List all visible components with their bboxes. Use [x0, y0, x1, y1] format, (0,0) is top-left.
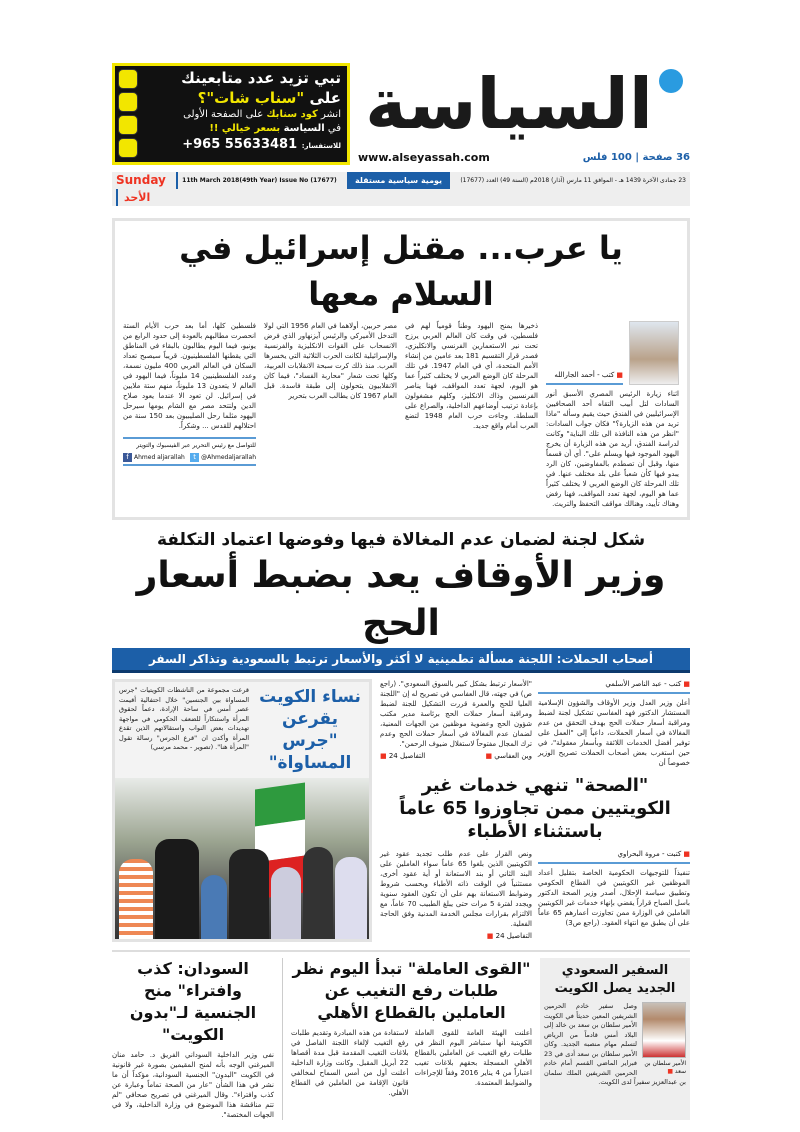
photo-title[interactable]: نساء الكويت يقرعن "جرس المساواة": [259, 687, 361, 773]
facebook-icon: f: [123, 453, 132, 462]
labor-story: [282, 958, 532, 1120]
twitter-link[interactable]: t @Ahmedaljarallah: [190, 453, 256, 462]
editorial-col-4: فلسطين كلها، أما بعد حرب الأيام الستة انحصرت مطالبهم بالعودة إلى حدود الرابع من يونيو، فيما اليوم يطالبون بالبقاء في المناطق التي يقطنها الفلسطينيون. قريباً سيصبح تعداد السكان في العالم العربي 400 مليون نسمة، وعدد الفلسطينيين 14 مليوناً، فيما اليهود في العالم لا يتعدون 13 مليوناً، منهم ستة ملايين في إسرائيل. لن تعود الا عندما يعود صلاح الدين ولتتحد مصر مع الشام يومها سيرحل اليهود مثلما رحل الصليبيون بعد 150 سنة من احتلالهم للقدس ... وشكراً.: [123, 322, 257, 430]
editorial-col-3: مصر حربين، أولاهما في العام 1956 التي لولا التدخل الأميركي والرئيس آيزنهاور الذي فرض الانسحاب على القوات الانكليزية والفرنسية والإسرائيلية لكانت الحرب الثلاثية التي يخسرها العرب. منذ ذلك كرت سبحة الانقلابات العربية، وكلها تحت شعار "محاربة الفساد"، فيما كان الانقلابيون يتحولون إلى طبقة فاسدة. قبل العام 1967 كان يطالب العرب بتحرير: [264, 322, 398, 400]
ad-line-3: انشر كود سنابك على الصفحة الأولى: [183, 109, 341, 120]
labor-col-1: أعلنت الهيئة العامة للقوى العاملة الكويتية أنها ستباشر اليوم النظر في طلبات رفع التغيب عن العاملين بالقطاع الأهلي المسجلة بحقهم بلاغات تغيب اعتباراً من 4 يناير 2016 وفقاً للإجراءات والضوابط المعتمدة.: [414, 1029, 532, 1087]
sudan-story: [112, 958, 274, 1120]
health-byline: ■ كتبت - مروة البحراوي: [538, 849, 690, 864]
snapchat-icon: [118, 69, 138, 89]
ad-line-2: على "سناب شات"؟: [197, 89, 341, 107]
twitter-icon: t: [190, 453, 199, 462]
hajj-col-1: أعلن وزير العدل وزير الأوقاف والشؤون الإسلامية المستشار الدكتور فهد العفاسي تشكيل لجنة لضبط ومراقبة أسعار حملات الحج بهدف التحقق من عدم المغالاة في أسعار الحملات، داعياً إلى "العمل على توفير أفضل الخدمات اللائقة وبأسعار معقولة"، في حين استغرب بعض أصحاب الحملات تصريح الوزير خصوصاً أن: [538, 699, 690, 767]
ambassador-photo: [642, 1002, 686, 1058]
day-en: Sunday: [116, 173, 166, 187]
logo-block: [358, 63, 690, 165]
masthead: [112, 63, 690, 165]
social-label: للتواصل مع رئيس التحرير عبر الفيسبوك والتويتر: [136, 442, 256, 449]
facebook-link[interactable]: f Ahmed aljarallah: [123, 453, 185, 462]
ambassador-caption: الأمير سلطان بن سعد ■: [642, 1060, 686, 1076]
ambassador-headline[interactable]: السفير السعودي الجديد يصل الكويت: [554, 963, 676, 996]
hajj-headline[interactable]: وزير الأوقاف يعد بضبط أسعار الحج: [136, 555, 666, 644]
editorial-col-2: ذخيرها بمنح اليهود وطناً قومياً لهم في فلسطين، في وقت كان العالم العربي يرزح تحت نير الاستعمارين الفرنسي والانكليزي، فصدر قرار التقسيم 181 بعد عامين من إنشاء الأمم المتحدة، أي في العام 1947. في تلك المرحلة كان الوضع العربي لا يختلف كثيراً عما هو اليوم، لجهة تعدد المواقف، فهنا يناصر الفرنسيين وذاك الانكليز، وكلهم مشغولون بإعادة ترتيب أوضاعهم الداخلية، والصراع على السلطة. وجاءت حرب العام 1948 لتضع العرب أمام واقع جديد.: [405, 322, 538, 430]
bottom-section: [112, 950, 690, 1120]
sudan-col-1: نفى وزير الداخلية السوداني الفريق د. حامد منان الميرغني الوجه بأنه لمنح المقيمين بصورة غير قانونية في الكويت "البدون" الجنسية السودانية، مؤكداً أن ما نشر في هذا الشأن "عار من الصحة تماماً وعبارة عن كذب وافتراء". وقال الميرغني في تصريح صحافي "لم تتم مناقشة هذا الموضوع في وزارة الداخلية، ولا في الجهات المختصة".: [112, 1051, 274, 1119]
photo-caption: قرعت مجموعة من الناشطات الكويتيات "جرس المساواة بين الجنسين" خلال احتفالية أقيمت عصر أمس في ساحة الإرادة، دعماً لحقوق المرأة واستنكاراً للضعف الحكومي في مواجهة تهديدات بعض النواب واستقالاتهم الذين تقدع المرأة وأكدن ان "قرع الجرس" رسالة تقول "المرأة هنا". (تصوير - محمد مرسي): [119, 686, 249, 751]
date-bar: [112, 172, 690, 206]
ambassador-box: [540, 958, 690, 1120]
ad-phone: للاستفسار: +965 55633481: [182, 137, 341, 152]
ambassador-body: وصل سفير خادم الحرمين الشريفين المعين حديثاً في الكويت الأمير سلطان بن سعد بن خالد إلى البلاد أمس قادماً من الرياض لتسلم مهام منصبه الجديد. وكان الأمير سلطان بن سعد أدى في 23 فبراير الماضي القسم أمام خادم الحرمين الشريفين الملك سلمان بن عبدالعزيز سفيراً لدى الكويت.: [544, 1002, 686, 1086]
ad-line-4: في السياسة بسعر خيالي !!: [209, 123, 341, 134]
women-equality-photo: [115, 778, 369, 939]
author-photo: [629, 321, 679, 385]
logo-bird-icon: [659, 69, 683, 93]
hajj-byline: ■ كتب - عبد الناصر الأسلمي: [538, 679, 690, 694]
snapchat-advertisement[interactable]: [112, 63, 350, 165]
ad-line-1: تبي تزيد عدد متابعينك: [181, 69, 341, 87]
hajj-banner: أصحاب الحملات: اللجنة مسألة تطمينية لا أكثر والأسعار ترتبط بالسعودية وتذاكر السفر: [112, 648, 690, 673]
snapchat-icon: [118, 138, 138, 158]
middle-section: [112, 679, 690, 942]
page-count-price: 36 صفحة | 100 فلس: [582, 151, 690, 163]
sudan-headline[interactable]: السودان: كذب وافتراء" منح الجنسية لـ"بدون الكويت": [129, 959, 257, 1044]
tagline: يومية سياسية مستقلة: [347, 172, 450, 189]
ad-text: [143, 66, 347, 162]
newspaper-logo: السياسة: [365, 63, 653, 145]
health-details-link[interactable]: التفاصيل 24 ■: [380, 931, 532, 942]
social-contact: [123, 437, 256, 466]
labor-headline[interactable]: "القوى العاملة" تبدأ اليوم نظر طلبات رفع التغيب عن العاملين بالقطاع الأهلي: [292, 959, 531, 1022]
health-col-2: ونص القرار على عدم طلب تجديد عقود غير الكويتيين الذين بلغوا 65 عاماً سواء العاملين على البند الثاني أو بند الاستعانة أو أية عقود أخرى، مستثنياً في الوقت ذاته الأطباء وبحسب شروط وضوابط الاستعانة بهم على أن تكون العقود سنوية ويجدد لفترة 5 مرات حتى يبلغ الطبيب 70 عاماً، مع الالتزام بقرارات مجلس الخدمة المدنية وفق الحاجة الفعلية.: [380, 850, 532, 928]
front-page: [112, 63, 690, 1120]
editorial-box: [112, 218, 690, 520]
day-ar: الأحد: [116, 189, 150, 206]
snapchat-icon: [118, 92, 138, 112]
hajj-details-link[interactable]: التفاصيل 24 ■: [380, 751, 425, 762]
snapchat-icon: [118, 115, 138, 135]
date-en: 11th March 2018(49th Year) Issue No (17677): [176, 172, 337, 189]
editorial-col-1: اثناء زيارة الرئيس المصري الأسبق أنور السادات لتل أبيب التقاه أحد الصحافيين الإسرائيليين في الفندق حيث يقيم وسأله "ماذا تريد من هذه الزيارة؟" فكان جواب السادات: "انظر من هذه النافذة الى تلك البناية" وكانت لدراسة الفندق، أريد من هذه الزيارة أن يخرج اليهود الموجود فيها ويسلم على". أي أن قسماً منها، وقبل أن تصطدم بالمفاوضين، كان الرد يبدو فيها كأن شعباً على بلد مختلف عنها. في تلك المرحلة كان الوضع العربي لا يختلف كثيراً عما هو اليوم، لجهة تعدد المواقف، فهنا رفض وهناك تأييد، وهنالك مواقف التحفظ والتريث.: [546, 390, 679, 508]
health-headline[interactable]: "الصحة" تنهي خدمات غير الكويتيين ممن تجاوزوا 65 عاماً باستثناء الأطباء: [399, 775, 671, 842]
editorial-byline: ■ كتب - أحمد الجارالله: [546, 370, 623, 385]
hajj-col-2: "الأسعار ترتبط بشكل كبير بالسوق السعودي". (راجع ص) في جهته، قال العفاسي في تصريح له إن "اللجنة العليا للحج والعمرة قررت التشكيل للجنة لضبط ومراقبة أسعار حملات الحج برئاسة مدير مكتب شؤون الحج وعضوية موظفين من الجهات المعنية، لضمان عدم المغالاة في أسعار حملات الحج وعدم ترك المجال مفتوحاً لاستغلال ضيوف الرحمن".: [380, 680, 532, 748]
snapchat-icon-strip: [115, 66, 143, 162]
labor-col-2: لاستفادة من هذه المبادرة وتقديم طلبات رفع التغيب لإلغاء اللجنة الفاصل في بلاغات التغيب المقدمة قبل مدة أقصاها 22 أبريل المقبل. وكانت وزارة الداخلية أعلنت أول من أمس السماح لمخالفي قانون الإقامة من العاملين في القطاع الأهلي.: [291, 1029, 409, 1097]
women-equality-photo-block[interactable]: [112, 679, 372, 942]
hajj-subheadline: شكل لجنة لضمان عدم المغالاة فيها وفوضها اعتماد التكلفة: [156, 530, 646, 550]
health-col-1: تنفيذاً للتوجيهات الحكومية الخاصة بتقليل أعداد الموظفين غير الكويتيين في القطاع الحكومي وتطبيق سياسة الإحلال، أصدر وزير الصحة الدكتور باسل الصباح قراراً يقضي بإنهاء خدمات غير الكويتيين العاملين في الوزارة ممن تجاوزت أعمارهم 65 عاماً على أن يطبق مع انتهاء العقود. (راجع ص3): [538, 869, 690, 927]
hajj-ref-name: وين العفاسي ■: [485, 751, 532, 762]
website-url[interactable]: www.alseyassah.com: [358, 150, 490, 164]
hajj-health-region: [380, 679, 690, 942]
date-ar: 23 جمادى الآخرة 1439 هـ - الموافق 11 مارس (آذار) 2018م (السنة 49) العدد (17677): [460, 177, 686, 184]
editorial-headline[interactable]: يا عرب... مقتل إسرائيل في السلام معها: [179, 229, 623, 313]
